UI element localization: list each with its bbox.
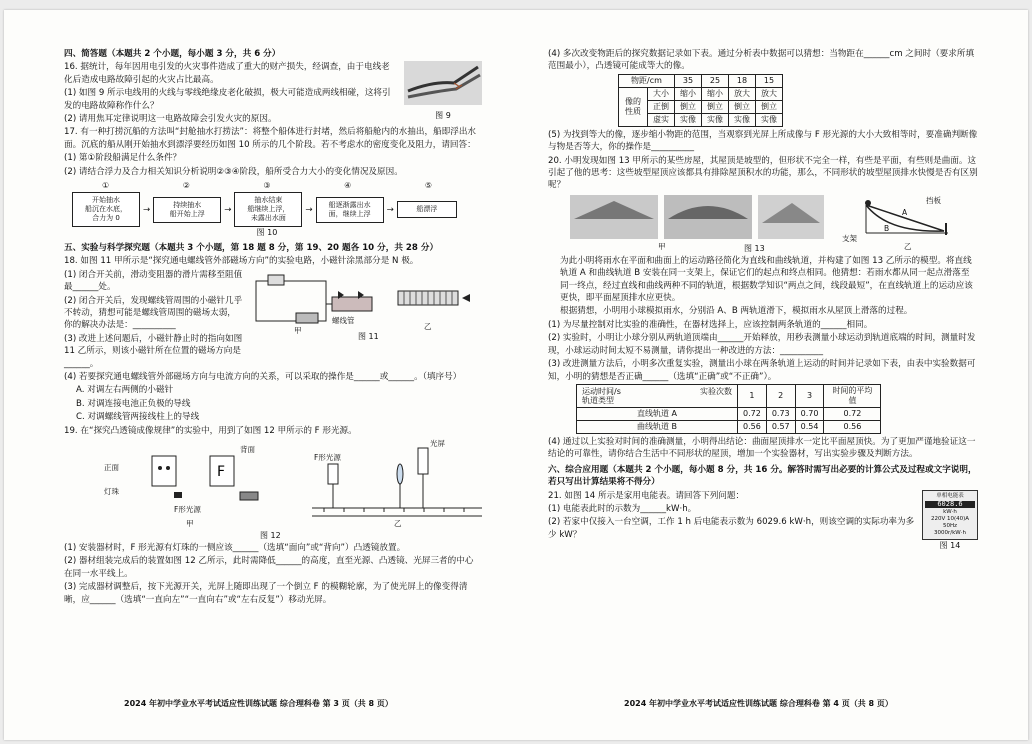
question-16: 16. 据统计，每年因用电引发的火灾事件造成了重大的财产损失，经调查，由于电线老化后造成电路故障引起的火灾占比最高。 [64, 62, 390, 85]
table-cell: 虚实 [648, 113, 675, 126]
table-header: 时间的平均值 [824, 384, 881, 407]
page-footer-left: 2024 年初中学业水平考试适应性训练试题 综合理科卷 第 3 页（共 8 页） [124, 699, 393, 708]
question-21-1: (1) 电能表此时的示数为______kW·h。 [548, 503, 697, 514]
arrow-right-icon: → [143, 204, 151, 215]
meter-spec: 220V 10(40)A 50Hz [930, 515, 970, 529]
fig12-front-label: 正面 [104, 462, 119, 472]
table-cell: 0.57 [766, 420, 795, 433]
meter-unit: kW·h [943, 508, 957, 515]
question-21: 21. 如图 14 所示是家用电能表。请回答下列问题： [548, 490, 745, 501]
stage-label-3: ③ [263, 181, 271, 191]
arrow-right-icon: → [305, 204, 313, 215]
section-6-title: 六、综合应用题（本题共 2 个小题，每小题 8 分，共 16 分。解答时需写出必要的计算公式及过程或文字说明，若只写出计算结果将不得分） [548, 464, 977, 488]
fig12-label-a: 甲 [186, 518, 194, 528]
meter-revolutions: 3000r/kW·h [934, 529, 966, 536]
question-20-4: (4) 通过以上实验对时间的准确测量，小明得出结论：曲面屋顶排水一定比平面屋顶快。为了更加严谨地验证这一结论的可靠性，请你结合生活中不同形状的屋顶，增加一个实验器材，写出实验步骤及判断方法。 [548, 436, 976, 460]
right-column [548, 48, 978, 552]
option-a: A. 对调左右两侧的小磁针 [76, 385, 174, 396]
table-cell: 倒立 [729, 100, 756, 113]
section-4-title: 四、简答题（本题共 2 个小题，每小题 3 分，共 6 分） [64, 49, 281, 59]
question-17: 17. 有一种打捞沉船的方法叫“封舱抽水打捞法”：将整个船体进行封堵，然后将船舱内的水抽出，船即浮出水面。沉底的船从刚开始抽水到漂浮要经历如图 10 所示的几个阶段。若不考虑水的密度变化及阻力，请回答： [64, 127, 477, 150]
question-20: 20. 小明发现如图 13 甲所示的某些房屋，其屋顶是坡型的，但形状不完全一样，有些是平面，有些则是曲面。这引起了他的思考：这些坡型屋顶应该都具有排除屋顶积水的功能，那么，不同形状的坡型屋顶排水快慢是否有区别呢？ [548, 155, 978, 191]
stage-box-1: 开始抽水 船沉在水底， 合力为 0 [72, 192, 140, 227]
question-18-3: (3) 改进上述问题后，小磁针静止时的指向如图 11 乙所示，则该小磁针所在位置的磁场方向是______。 [64, 333, 243, 369]
table-cell: 倒立 [702, 100, 729, 113]
fig12-label-b: 乙 [394, 518, 402, 528]
stage-box-3: 抽水结束 船继续上浮， 未露出水面 [234, 192, 302, 227]
question-18-2: (2) 闭合开关后，发现螺线管周围的小磁针几乎不转动，猜想可能是螺线管周围的磁场太弱，你的解决办法是：__________ [64, 295, 243, 331]
table-cell: 缩小 [702, 87, 729, 100]
fig11-coil-label: 螺线管 [332, 315, 355, 325]
question-21-2: (2) 若家中仅接入一台空调，工作 1 h 后电能表示数为 6029.6 kW·h，则该空调的实际功率为多少 kW？ [548, 517, 915, 540]
image-properties-table [618, 74, 783, 127]
fig13-label-a: 甲 [658, 241, 666, 251]
fig13-label-b: 乙 [904, 241, 912, 251]
table-header: 2 [766, 384, 795, 407]
fig12-source-label: F形光源 [174, 504, 201, 514]
figure-11-caption: 图 11 [358, 331, 379, 341]
table-cell: 缩小 [675, 87, 702, 100]
question-16-2: (2) 请用焦耳定律说明这一电路故障会引发火灾的原因。 [64, 114, 277, 125]
question-19-4: (4) 多次改变物距后的探究数据记录如下表。通过分析表中数据可以猜想：当物距在______cm 之间时（要求所填范围最小），凸透镜可能成等大的像。 [548, 49, 975, 72]
meter-title: 单相电能表 [936, 492, 964, 499]
question-18: 18. 如图 11 甲所示是“探究通电螺线管外部磁场方向”的实验电路，小磁针涂黑部分是 N 极。 [64, 256, 419, 267]
table-cell: 0.54 [795, 420, 824, 433]
fig13-track-b-label: B [884, 223, 890, 233]
figure-12-caption: 图 12 [260, 530, 281, 540]
table-header: 3 [795, 384, 824, 407]
fig11-label-a: 甲 [294, 325, 302, 335]
figure-13 [548, 193, 978, 255]
energy-meter [922, 490, 978, 540]
lens-bench-diagram [64, 438, 482, 530]
table-cell: 大小 [648, 87, 675, 100]
table-cell: 0.70 [795, 407, 824, 420]
question-20-para-2: 根据猜想，小明用小球模拟雨水，分别沿 A、B 两轨道滑下，模拟雨水从屋顶上滑落的过程。 [560, 306, 913, 317]
corner-label-track: 轨道类型 [582, 395, 614, 405]
table-cell: 0.56 [738, 420, 767, 433]
table-cell: 实像 [756, 113, 783, 126]
question-20-1: (1) 为尽量控制对比实验的准确性，在器材选择上，应该控制两条轨道的______相同。 [548, 319, 873, 330]
section-5-title: 五、实验与科学探究题（本题共 3 个小题，第 18 题 8 分，第 19、20 题各 10 分，共 28 分） [64, 242, 439, 253]
fig13-stand-label: 支架 [842, 233, 857, 243]
table-row-label: 像的性质 [619, 87, 648, 126]
question-19: 19. 在“探究凸透镜成像规律”的实验中，用到了如图 12 甲所示的 F 形光源。 [64, 425, 357, 436]
table-corner [577, 384, 738, 407]
stage-box-4: 船逐渐露出水 面，继续上浮 [316, 197, 384, 223]
question-17-1: (1) 第①阶段船满足什么条件？ [64, 153, 182, 164]
page-footer-right: 2024 年初中学业水平考试适应性训练试题 综合理科卷 第 4 页（共 8 页） [624, 699, 893, 708]
table-cell: 35 [675, 74, 702, 87]
table-cell: 实像 [729, 113, 756, 126]
question-20-para-1: 为此小明将雨水在平面和曲面上的运动路径简化为直线和曲线轨道，并构建了如图 13 乙所示的模型。将直线轨道 A 和曲线轨道 B 安装在同一支架上，保证它们的起点和终点相同。他猜想：若雨水都从同一起点滑落至同一终点，经过直线和曲线两种不同的轨道，根据数学知识“两点之间，线段最短”，在直线轨道上的运动应该更快，即平面屋顶排水应更快。 [560, 255, 973, 304]
frayed-wire-image [404, 61, 482, 105]
stage-label-4: ④ [344, 181, 352, 191]
left-column [64, 48, 482, 607]
meter-reading: 6028.6 [925, 501, 975, 508]
table-cell: 0.73 [766, 407, 795, 420]
stage-box-2: 持续抽水 船开始上浮 [153, 197, 221, 223]
question-18-4: (4) 若要探究通电螺线管外部磁场方向与电流方向的关系，可以采取的操作是______或______。（填序号） [64, 371, 462, 382]
figure-10-caption: 图 10 [256, 228, 278, 238]
figure-13-caption: 图 13 [744, 243, 765, 253]
table-cell: 直线轨道 A [577, 407, 738, 420]
roofs-and-track-diagram [548, 193, 978, 243]
question-19-5: (5) 为找到等大的像，逐步缩小物距的范围，当观察到光屏上所成像与 F 形光源的大小大致相等时，要准确判断像与物是否等大，你的操作是__________ [548, 129, 978, 153]
stage-label-1: ① [102, 181, 110, 191]
table-cell: 0.56 [824, 420, 881, 433]
arrow-right-icon: → [224, 204, 232, 215]
question-20-3: (3) 改进测量方法后，小明多次重复实验，测量出小球在两条轨道上运动的时间并记录如下表，由表中实验数据可知，小明的猜想是否正确______（选填“正确”或“不正确”）。 [548, 359, 976, 382]
table-cell: 放大 [729, 87, 756, 100]
arrow-right-icon: → [386, 204, 394, 215]
option-b: B. 对调连接电池正负极的导线 [76, 398, 191, 409]
table-cell: 倒立 [675, 100, 702, 113]
figure-14-caption: 图 14 [939, 540, 961, 550]
question-17-2: (2) 请结合浮力及合力相关知识分析说明②③④阶段，船所受合力大小的变化情况及原因。 [64, 166, 403, 177]
stage-label-2: ② [182, 181, 190, 191]
table-cell: 实像 [675, 113, 702, 126]
figure-11 [248, 269, 482, 371]
fig12-screen-label: 光屏 [430, 438, 445, 448]
stage-label-5: ⑤ [424, 181, 432, 191]
question-19-3: (3) 完成器材调整后，按下光源开关，光屏上随即出现了一个倒立 F 的模糊轮廓，为了使光屏上的像变得清晰，应______（选填“一直向左”“一直向右”或“左右反复”）移动光屏。 [64, 582, 468, 605]
question-16-1: (1) 如图 9 所示电线用的火线与零线绝缘皮老化破损，极大可能造成两线相碰，这将引发的电路故障称作什么？ [64, 88, 391, 111]
table-cell: 放大 [756, 87, 783, 100]
fig12-back-label: 背面 [240, 444, 255, 454]
fig13-track-a-label: A [902, 207, 908, 217]
fig12-source-label-2: F形光源 [314, 452, 341, 462]
question-20-2: (2) 实验时，小明让小球分别从两轨道顶端由______开始释放，用秒表测量小球运动到轨道底端的时间，测量时发现，小球运动时间太短不易测量，请你提出一种改进的方法：__________ [548, 333, 976, 356]
option-c: C. 对调螺线管两接线柱上的导线 [76, 412, 200, 423]
stage-box-5: 船漂浮 [397, 201, 457, 218]
question-19-1: (1) 安装器材时，F 形光源有灯珠的一侧应该______（选填“面向”或“背向”）凸透镜放置。 [64, 542, 406, 553]
table-cell: 25 [702, 74, 729, 87]
table-cell: 0.72 [824, 407, 881, 420]
fig12-lamp-label: 灯珠 [104, 486, 119, 496]
figure-12 [64, 438, 482, 542]
figure-10 [72, 180, 482, 240]
track-time-table [576, 384, 881, 434]
figure-14 [922, 490, 978, 552]
corner-label-trial: 实验次数 [700, 386, 732, 396]
table-cell: 倒立 [756, 100, 783, 113]
question-18-1: (1) 闭合开关前，滑动变阻器的滑片需移至阻值最______处。 [64, 269, 243, 293]
svg-text:F: F [217, 463, 226, 480]
figure-9-caption: 图 9 [435, 110, 451, 120]
corner-label-time: 运动时间/s [582, 386, 621, 396]
exam-sheet [4, 10, 1028, 740]
table-cell: 18 [729, 74, 756, 87]
fig11-label-b: 乙 [424, 321, 432, 331]
table-cell: 15 [756, 74, 783, 87]
table-header: 物距/cm [619, 74, 675, 87]
table-cell: 实像 [702, 113, 729, 126]
figure-9 [404, 61, 482, 126]
table-cell: 正倒 [648, 100, 675, 113]
table-header: 1 [738, 384, 767, 407]
question-19-2: (2) 器材组装完成后的装置如图 12 乙所示，此时需降低______的高度，直至光源、凸透镜、光屏三者的中心在同一水平线上。 [64, 556, 474, 579]
table-cell: 曲线轨道 B [577, 420, 738, 433]
fig13-board-label: 挡板 [926, 195, 941, 205]
table-cell: 0.72 [738, 407, 767, 420]
